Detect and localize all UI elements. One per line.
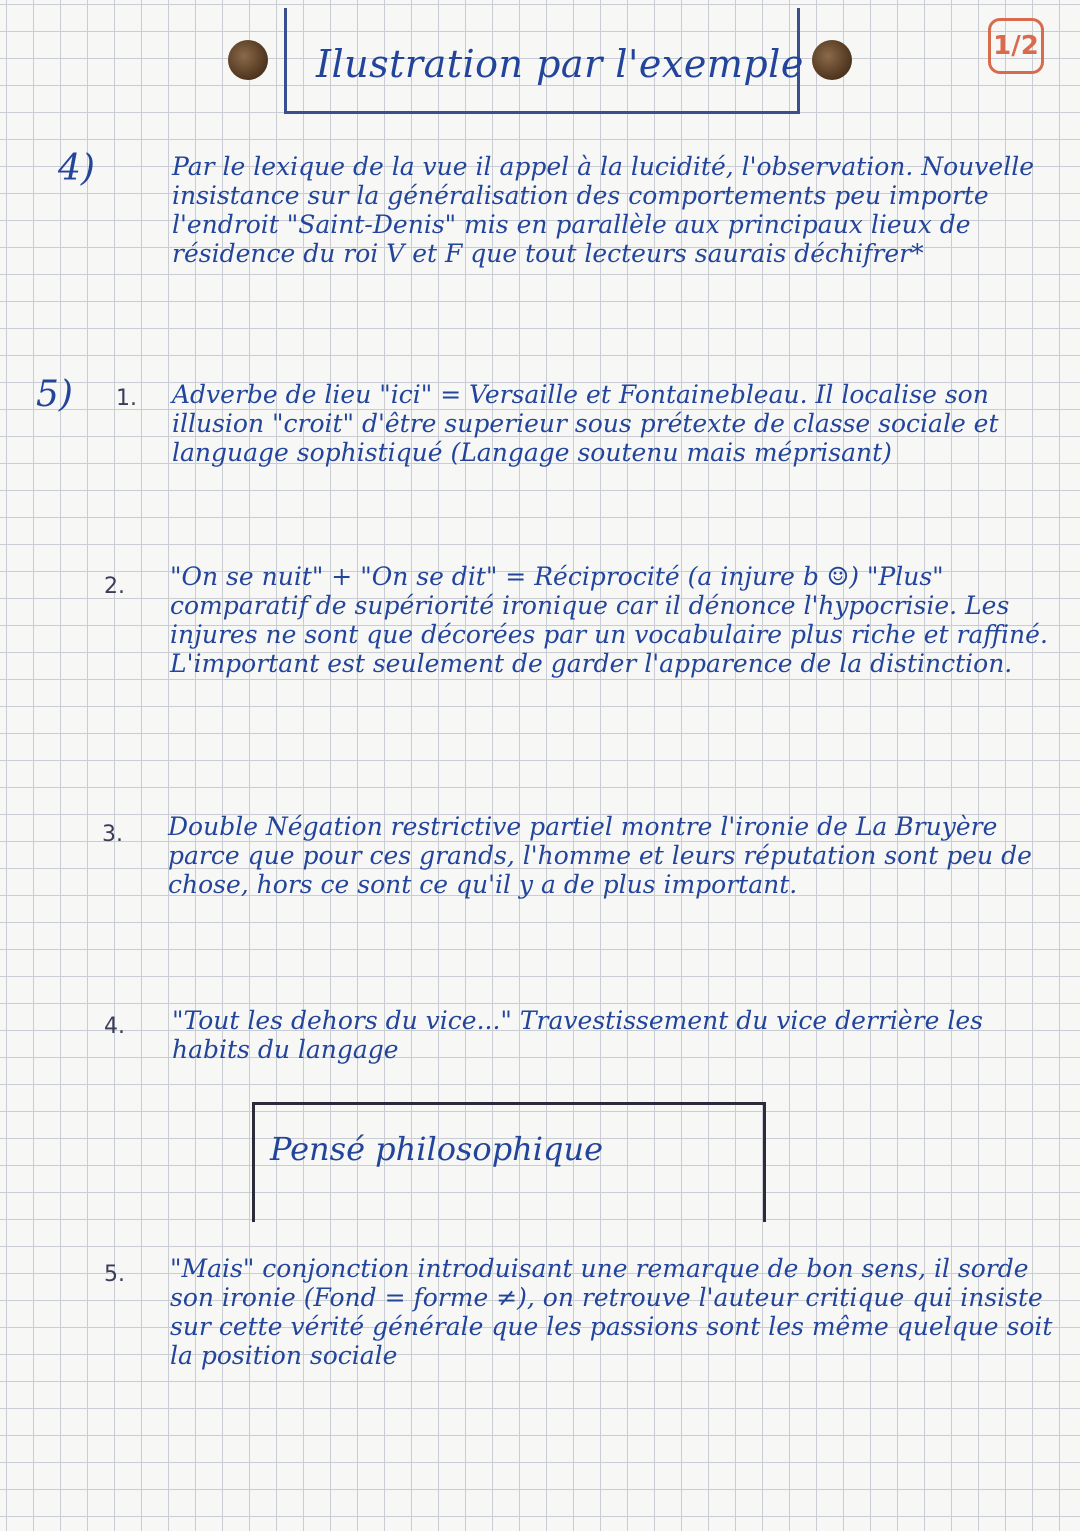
item-5-1-number: 1. (116, 386, 137, 411)
binder-hole-right (812, 40, 852, 80)
item-2-number: 2. (104, 574, 125, 599)
page-number-badge: 1/2 (988, 18, 1044, 74)
item-3-text: Double Négation restrictive partiel montre l'ironie de La Bruyère parce que pour ces grands, l'homme et leurs réputation sont peu de chose, hors ce sont ce qu'il y a de plus important. (168, 812, 1032, 899)
item-5-marker: 5) (36, 374, 73, 415)
section-title: Pensé philosophique (270, 1130, 604, 1168)
item-4-marker: 4) (58, 148, 95, 189)
item-4b-text: "Tout les dehors du vice..." Travestissement du vice derrière les habits du langage (172, 1006, 983, 1064)
item-4-number: 4. (104, 1014, 125, 1039)
item-5-number: 5. (104, 1262, 125, 1287)
item-5-text: "Mais" conjonction introduisant une remarque de bon sens, il sorde son ironie (Fond = forme ≠), on retrouve l'auteur critique qui insiste sur cette vérité générale que les passions sont les même quelque soit la position sociale (170, 1254, 1053, 1370)
item-3-number: 3. (102, 822, 123, 847)
item-2-text: "On se nuit" + "On se dit" = Réciprocité (a injure b ☺) "Plus" comparatif de supériorité ironique car il dénonce l'hypocrisie. Les injures ne sont que décorées par un vocabulaire plus riche et raffiné. L'important est seulement de garder l'apparence de la distinction. (170, 562, 1048, 678)
item-4-text: Par le lexique de la vue il appel à la lucidité, l'observation. Nouvelle insistance sur la généralisation des comportements peu importe l'endroit "Saint-Denis" mis en parallèle aux principaux lieux de résidence du roi V et F que tout lecteurs saurais déchifrer* (172, 152, 1034, 268)
page-title: Ilustration par l'exemple (316, 42, 804, 86)
binder-hole-left (228, 40, 268, 80)
item-5-1-text: Adverbe de lieu "ici" = Versaille et Fontainebleau. Il localise son illusion "croit" d'être superieur sous prétexte de classe sociale et language sophistiqué (Langage soutenu mais méprisant) (172, 380, 999, 467)
